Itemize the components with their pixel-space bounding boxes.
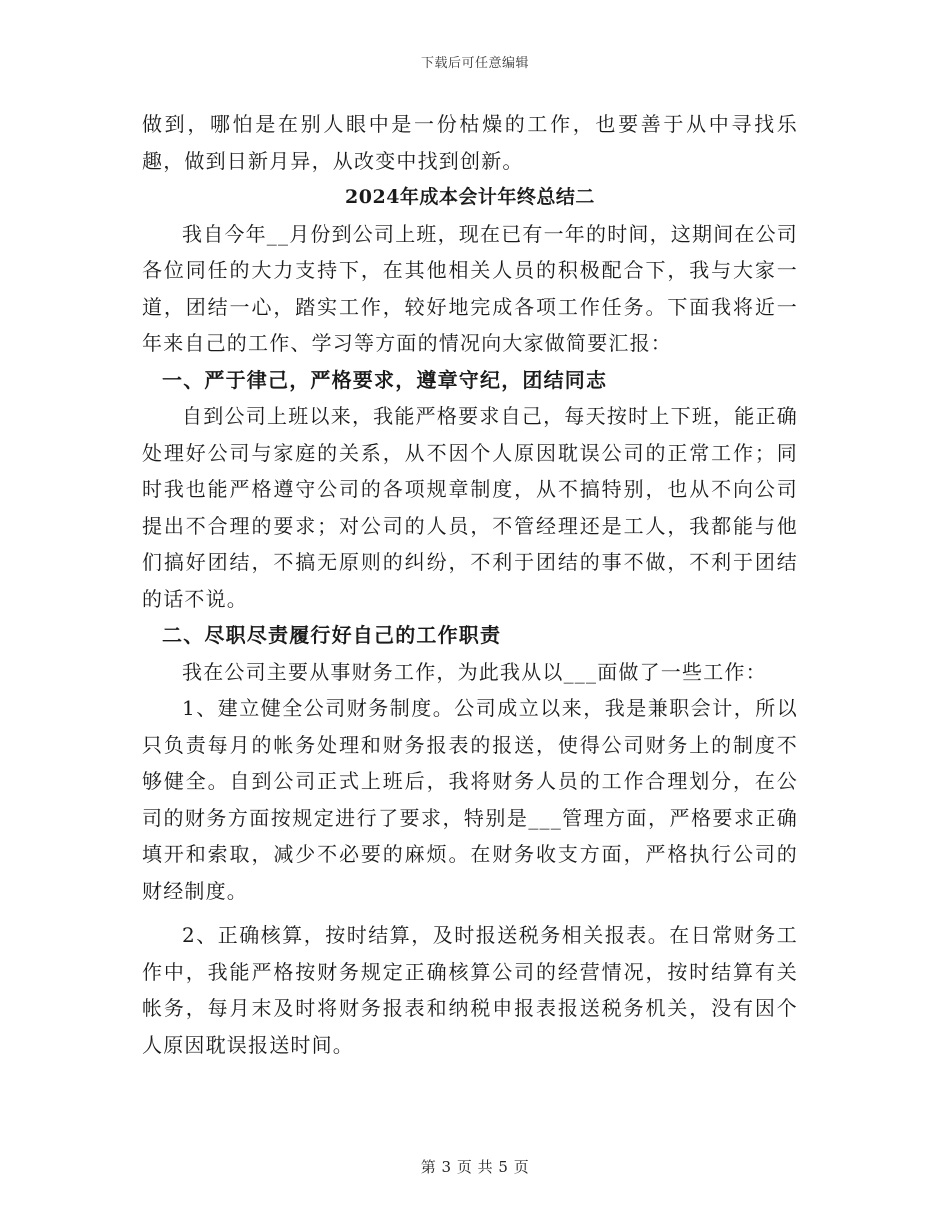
document-body [142, 106, 798, 1063]
list-item-2-paragraph: 2、正确核算，按时结算，及时报送税务相关报表。在日常财务工作中，我能严格按财务规定正确核算公司的经营情况，按时结算有关帐务，每月末及时将财务报表和纳税申报表报送税务机关，没有因个人原因耽误报送时间。 [142, 923, 798, 1057]
list-item-1-paragraph: 1、建立健全公司财务制度。公司成立以来，我是兼职会计，所以只负责每月的帐务处理和财务报表的报送，使得公司财务上的制度不够健全。自到公司正式上班后，我将财务人员的工作合理划分，在公司的财务方面按规定进行了要求，特别是___管理方面，严格要求正确填开和索取，减少不必要的麻烦。在财务收支方面，严格执行公司的财经制度。 [142, 696, 798, 903]
section-heading-1: 一、严于律己，严格要求，遵章守纪，团结同志 [162, 367, 608, 392]
intro-paragraph: 我自今年__月份到公司上班，现在已有一年的时间，这期间在公司各位同任的大力支持下，在其他相关人员的积极配合下，我与大家一道，团结一心，踏实工作，较好地完成各项工作任务。下面我将近一年来自己的工作、学习等方面的情况向大家做简要汇报： [142, 221, 798, 355]
document-title: 2024年成本会计年终总结二 [345, 186, 595, 208]
section-1-paragraph: 自到公司上班以来，我能严格要求自己，每天按时上下班，能正确处理好公司与家庭的关系，从不因个人原因耽误公司的正常工作；同时我也能严格遵守公司的各项规章制度，从不搞特别，也从不向公司提出不合理的要求；对公司的人员，不管经理还是工人，我都能与他们搞好团结，不搞无原则的纠纷，不利于团结的事不做，不利于团结的话不说。 [142, 404, 798, 611]
page-header-note: 下载后可任意编辑 [420, 56, 529, 71]
section-heading-2: 二、尽职尽责履行好自己的工作职责 [162, 623, 502, 647]
section-2-intro-paragraph: 我在公司主要从事财务工作，为此我从以___面做了一些工作： [182, 659, 767, 684]
continuation-paragraph: 做到，哪怕是在别人眼中是一份枯燥的工作，也要善于从中寻找乐趣，做到日新月异，从改变中找到创新。 [142, 112, 798, 173]
page-number-footer: 第 3 页 共 5 页 [420, 1158, 530, 1176]
